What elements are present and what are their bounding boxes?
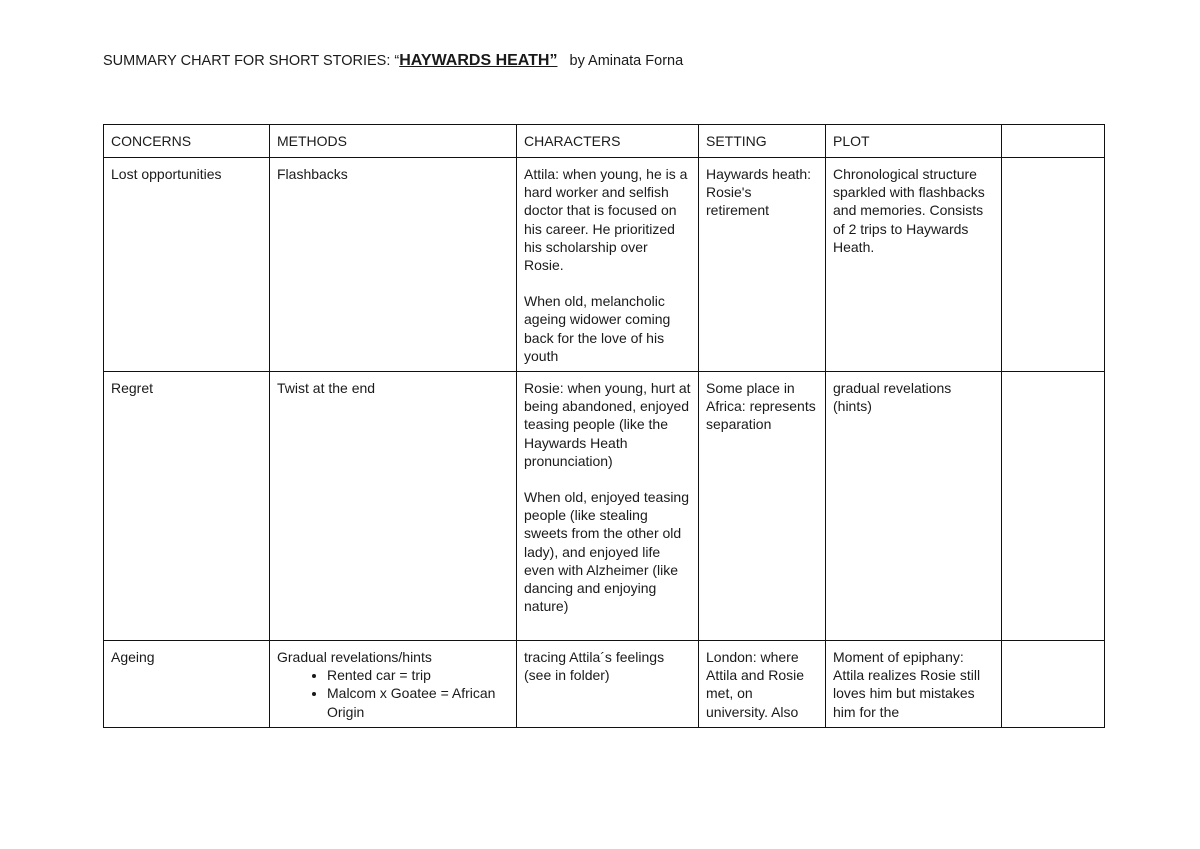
concern-cell: Ageing	[104, 641, 270, 728]
header-concerns: CONCERNS	[104, 125, 270, 158]
table-row	[104, 372, 1105, 641]
concern-cell: Lost opportunities	[104, 158, 270, 372]
story-author: by Aminata Forna	[569, 53, 684, 69]
concern-cell: Regret	[104, 372, 270, 641]
characters-cell	[517, 372, 699, 641]
method-bullet: • Rented car = trip	[327, 666, 509, 684]
characters-paragraph: When old, melancholic ageing widower coming back for the love of his youth	[524, 293, 671, 364]
table-row	[104, 641, 1105, 728]
heading-prefix: SUMMARY CHART FOR SHORT STORIES:	[103, 53, 391, 69]
header-empty	[1002, 125, 1105, 158]
extra-cell	[1002, 641, 1105, 728]
header-plot: PLOT	[826, 125, 1002, 158]
method-text: Gradual revelations/hints	[277, 649, 432, 665]
method-cell	[270, 641, 517, 728]
plot-cell: gradual revelations (hints)	[826, 372, 1002, 641]
extra-cell	[1002, 372, 1105, 641]
setting-cell: Haywards heath: Rosie's retirement	[699, 158, 826, 372]
table-row	[104, 158, 1105, 372]
extra-cell	[1002, 158, 1105, 372]
heading-open-quote: “	[394, 53, 400, 69]
document-heading	[103, 52, 683, 70]
setting-cell: London: where Attila and Rosie met, on university. Also	[699, 641, 826, 728]
characters-paragraph: When old, enjoyed teasing people (like stealing sweets from the other old lady), and enjoyed life even with Alzheimer (like dancing and enjoying nature)	[524, 489, 689, 615]
method-bullet-list	[277, 666, 509, 721]
characters-cell	[517, 158, 699, 372]
method-cell: Flashbacks	[270, 158, 517, 372]
setting-cell: Some place in Africa: represents separation	[699, 372, 826, 641]
plot-cell: Moment of epiphany: Attila realizes Rosie still loves him but mistakes him for the	[826, 641, 1002, 728]
plot-cell: Chronological structure sparkled with flashbacks and memories. Consists of 2 trips to Haywards Heath.	[826, 158, 1002, 372]
header-methods: METHODS	[270, 125, 517, 158]
characters-paragraph: Rosie: when young, hurt at being abandoned, enjoyed teasing people (like the Haywards Heath pronunciation)	[524, 380, 691, 469]
method-bullet: • Malcom x Goatee = African Origin	[327, 684, 509, 720]
characters-cell: tracing Attila´s feelings (see in folder)	[517, 641, 699, 728]
table-header-row	[104, 125, 1105, 158]
method-cell: Twist at the end	[270, 372, 517, 641]
story-title: HAYWARDS HEATH”	[399, 52, 558, 69]
header-setting: SETTING	[699, 125, 826, 158]
summary-table	[103, 124, 1105, 728]
characters-paragraph: Attila: when young, he is a hard worker and selfish doctor that is focused on his career. He prioritized his scholarship over Rosie.	[524, 166, 688, 274]
header-characters: CHARACTERS	[517, 125, 699, 158]
